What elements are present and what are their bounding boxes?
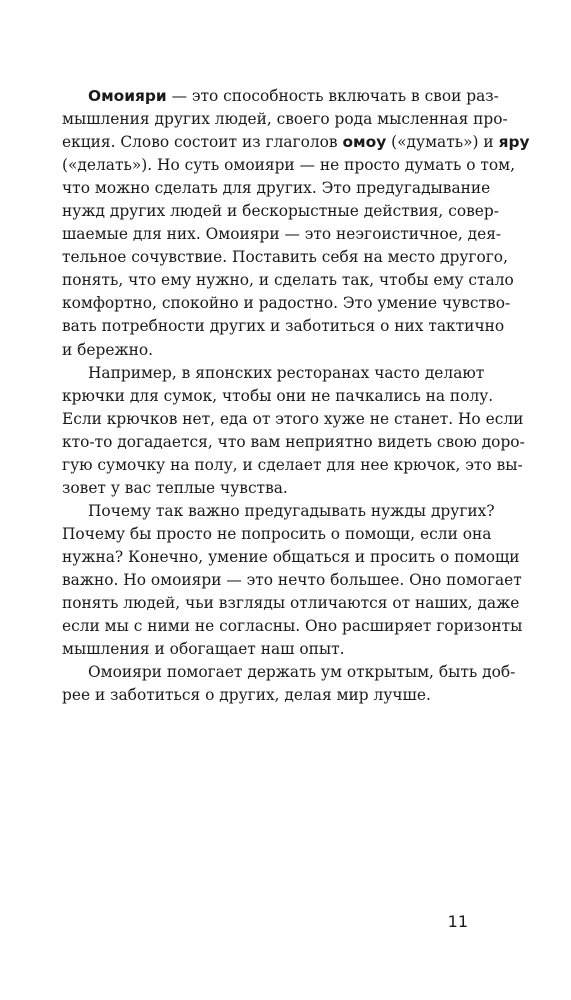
text-run: вать потребности других и заботиться о них тактично <box>62 317 505 336</box>
text-line <box>62 292 511 315</box>
text-run: Почему бы просто не попросить о помощи, если она <box>62 524 492 543</box>
text-run: Например, в японских ресторанах часто делают <box>88 363 485 382</box>
text-line <box>62 592 520 615</box>
text-run: понять, что ему нужно, и сделать так, чтобы ему стало <box>62 271 514 290</box>
text-line <box>62 546 520 569</box>
text-run: — это способность включать в свои раз- <box>166 87 499 105</box>
paragraph <box>62 500 523 661</box>
text-run: крючки для сумок, чтобы они не пачкались на полу. <box>62 386 494 405</box>
text-run: кто-то догадается, что вам неприятно видеть свою дорo- <box>62 432 525 451</box>
text-run: комфортно, спокойно и радостно. Это умение чувство- <box>62 294 511 313</box>
text-line <box>62 454 523 477</box>
text-line <box>62 431 525 454</box>
text-run: понять людей, чьи взгляды отличаются от наших, даже <box>62 594 520 613</box>
text-line <box>62 684 470 707</box>
text-line <box>62 154 516 177</box>
text-line <box>62 200 499 223</box>
text-line <box>62 385 494 408</box>
text-run: если мы с ними не согласны. Оно расширяет горизонты <box>62 617 523 636</box>
text-run: нужд других людей и бескорыстные действия, совер- <box>62 202 499 221</box>
text-run: тельное сочувствие. Поставить себя на место другого, <box>62 248 508 267</box>
text-line <box>62 477 470 500</box>
text-run: рее и заботиться о других, делая мир лучше. <box>62 686 431 705</box>
text-line <box>62 177 491 200</box>
paragraph <box>62 362 525 500</box>
text-run: Если крючков нет, еда от этого хуже не станет. Но если <box>62 409 524 428</box>
text-line <box>62 615 523 638</box>
text-line <box>62 339 470 362</box>
text-line <box>62 523 492 546</box>
text-line <box>62 131 530 154</box>
text-run: мышления других людей, своего рода мысленная про- <box>62 110 508 129</box>
text-run: Почему так важно предугадывать нужды других? <box>88 501 495 520</box>
text-run: что можно сделать для других. Это предугадывание <box>62 179 491 198</box>
text-run: и бережно. <box>62 340 154 359</box>
page-number: 11 <box>447 912 468 931</box>
text-line <box>62 661 516 684</box>
paragraph <box>62 661 516 707</box>
paragraph <box>62 85 530 362</box>
text-run: («думать») и <box>386 133 499 152</box>
text-run: мышления и обогащает наш опыт. <box>62 640 345 659</box>
text-run: нужна? Конечно, умение общаться и просить о помощи <box>62 547 520 566</box>
body-text <box>62 85 530 707</box>
bold-term: яру <box>498 133 530 152</box>
text-line <box>62 362 485 385</box>
text-line <box>62 223 502 246</box>
text-line <box>62 85 499 108</box>
text-line <box>62 638 470 661</box>
text-line <box>62 246 508 269</box>
bold-term: Омоияри <box>88 87 167 105</box>
text-line <box>62 408 524 431</box>
text-run: («делать»). Но суть омоияри — не просто думать о том, <box>62 156 516 175</box>
text-run: Омоияри помогает держать ум открытым, быть доб- <box>88 663 516 682</box>
text-line <box>62 108 508 131</box>
text-run: гую сумочку на полу, и сделает для нее крючок, это вы- <box>62 455 523 474</box>
text-line <box>62 569 522 592</box>
text-run: зовет у вас теплые чувства. <box>62 478 288 497</box>
text-line <box>62 500 495 523</box>
text-line <box>62 315 505 338</box>
text-run: шаемые для них. Омоияри — это неэгоистичное, дея- <box>62 225 502 244</box>
bold-term: омоу <box>342 133 387 152</box>
text-run: екция. Слово состоит из глаголов <box>62 133 343 152</box>
text-line <box>62 269 514 292</box>
text-run: важно. Но омоияри — это нечто большее. Оно помогает <box>62 570 522 589</box>
